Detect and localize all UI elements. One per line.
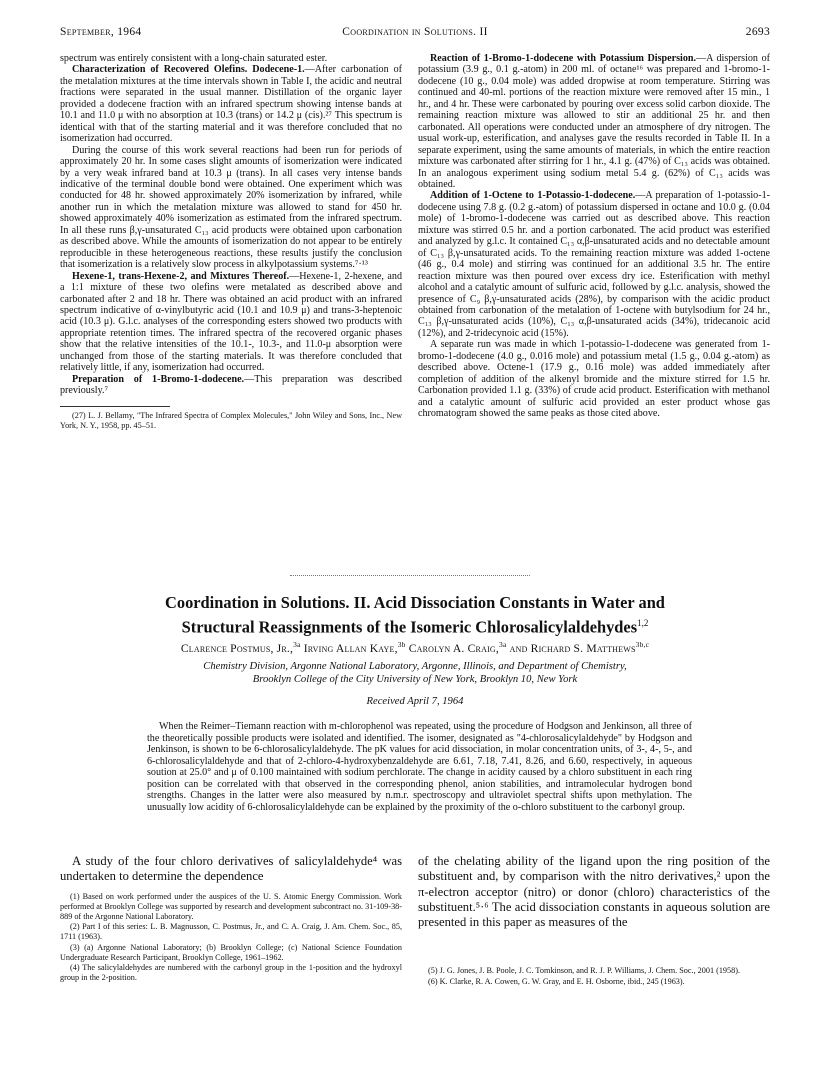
author-footnote-mark: 3a	[293, 640, 301, 649]
paragraph-text: —This preparation was described previously.⁷	[60, 373, 402, 397]
author: Clarence Postmus, Jr.,	[180, 641, 294, 655]
paragraph-text: —A dispersion of potassium (3.9 g., 0.1 g.-atom) in 200 ml. of octane¹⁶ was prepared and 1-bromo-1-dodecene (10 g., 0.04 mole) was added dropwise at room temperature. Stirring was continued and 40-ml. portions of the reaction mixture were removed after 15 min., 1 hr., and 4 hr. These were carbonated by pouring over excess solid carbon dioxide. The remaining reaction mixture was allowed to stir an additional 25 hr. and then carbonated. All operations were conducted under an atmosphere of dry nitrogen. The usual work-up, esterification, and analyses gave the results recorded in Table II. In a separate experiment, using the same amounts of materials, in which the entire reaction mixture was carbonated after stirring for 1 hr., 4.1 g. (47%) of C₁₃ acids was obtained. In an analogous experiment using sodium metal 5.4 g. (62%) of C₁₃ acids was obtained.	[418, 53, 770, 190]
paragraph: spectrum was entirely consistent with a long-chain saturated ester.	[60, 53, 328, 64]
author: and Richard S. Matthews	[509, 641, 636, 655]
footnote: (2) Part I of this series: L. B. Magnusson, C. Postmus, Jr., and C. A. Craig, J. Am. Chem. Soc., 85, 1711 (1963).	[60, 922, 402, 942]
title-footnote-mark: 1,2	[637, 618, 649, 628]
author: Carolyn A. Craig,	[408, 641, 500, 655]
body-left-column	[60, 854, 402, 983]
header-page-number: 2693	[745, 26, 770, 38]
paragraph-text: —Hexene-1, 2-hexene, and a 1:1 mixture of these two olefins were metalated as described above and carbonated after 2 and 18 hr. There was obtained an acid product with an infrared spectrum indicative of α-vinylbutyric acid (10.1 and 10.9 μ) and trans-3-heptenoic acid (10.3 μ). G.l.c. analyses of the corresponding esters showed two products with appropriate retention times. The infrared spectra of the recovered organic phases show that the relative intensities of the 10.1-, 10.3-, and 11.0-μ absorption were unchanged from those of the starting materials. It was therefore concluded that relatively little, if any, isomerization had occurred.	[60, 270, 402, 374]
affiliation-line-1: Chemistry Division, Argonne National Laboratory, Argonne, Illinois, and Department of Chemistry,	[203, 661, 627, 672]
article-title	[60, 592, 770, 637]
right-column-previous-article	[418, 53, 770, 420]
footnotes-right	[418, 966, 770, 986]
abstract	[147, 721, 692, 813]
footnote: (4) The salicylaldehydes are numbered with the carbonyl group in the 1-position and the hydroxyl group in the 2-position.	[60, 963, 402, 983]
section-heading: Reaction of 1-Bromo-1-dodecene with Potassium Dispersion.	[430, 53, 697, 64]
paragraph: A separate run was made in which 1-potassio-1-dodecene was generated from 1-bromo-1-dodecene (4.0 g., 0.016 mole) and potassium metal (1.5 g., 0.04 g.-atom) as described above. Octene-1 (17.9 g., 0.16 mole) was added immediately after completion of addition of the alkenyl bromide and the mixture stirred for 1.5 hr. Carbonation provided 1.1 g. (33%) of crude acid product. Esterification with methanol and a catalytic amount of sulfuric acid provided an ester product whose gas chromatogram showed the same peaks as those cited above.	[418, 339, 770, 420]
section-heading: Hexene-1, trans-Hexene-2, and Mixtures Thereof.	[72, 270, 290, 282]
title-line-2-text: Structural Reassignments of the Isomeric Chlorosalicylaldehydes	[181, 617, 638, 637]
footnote: (5) J. G. Jones, J. B. Poole, J. C. Tomkinson, and R. J. P. Williams, J. Chem. Soc., 2001 (1958).	[428, 966, 740, 976]
running-header	[60, 26, 770, 42]
footnote: (3) (a) Argonne National Laboratory; (b) Brooklyn College; (c) National Science Foundation Undergraduate Research Participant, Brooklyn College, 1961–1962.	[60, 942, 402, 962]
section-heading: Addition of 1-Octene to 1-Potassio-1-dodecene.	[430, 190, 636, 202]
footnote: (1) Based on work performed under the auspices of the U. S. Atomic Energy Commission. Work performed at Brooklyn College was supported by research and development subcontract no. 31-109-38-889 of the Argonne National Laboratory.	[60, 891, 402, 921]
section-heading: Preparation of 1-Bromo-1-dodecene.	[72, 373, 245, 385]
footnote: (6) K. Clarke, R. A. Cowen, G. W. Gray, and E. H. Osborne, ibid., 245 (1963).	[428, 976, 685, 986]
header-running-title: Coordination in Solutions. II	[342, 26, 488, 38]
footnote: (27) L. J. Bellamy, "The Infrared Spectra of Complex Molecules," John Wiley and Sons, Inc., New York, N. Y., 1958, pp. 45–51.	[60, 410, 402, 430]
paragraph-octene-addition	[418, 190, 770, 339]
section-heading: Characterization of Recovered Olefins. Dodecene-1.	[72, 64, 305, 76]
author-footnote-mark: 3b,c	[635, 640, 650, 649]
paragraph-olefins	[60, 64, 402, 144]
paragraph-text: —After carbonation of the metalation mixtures at the time intervals shown in Table I, the acidic and neutral fractions were separated in the usual manner. Distillation of the organic layer provided a dodecene fraction with an infrared spectrum showing intense bands at 10.1 and 11.0 μ with no absorption at 10.3 (trans) or 14.2 μ (cis).²⁷ This spectrum is identical with that of the starting material and it was therefore concluded that no isomerization had occurred.	[60, 64, 403, 145]
title-line-1: Coordination in Solutions. II. Acid Dissociation Constants in Water and	[165, 593, 665, 612]
paragraph-hexene	[60, 271, 402, 374]
affiliation	[60, 660, 770, 686]
footnote-rule	[60, 406, 170, 407]
affiliation-line-2: Brooklyn College of the City University of New York, Brooklyn 10, New York	[252, 674, 578, 685]
title-line-2	[60, 613, 770, 637]
body-right-column	[418, 854, 770, 987]
author-list	[60, 640, 770, 655]
body-paragraph: A study of the four chloro derivatives of salicylaldehyde⁴ was undertaken to determine the dependence	[60, 854, 402, 884]
abstract-text: When the Reimer–Tiemann reaction with m-chlorophenol was repeated, using the procedure of Hodgson and Jenkinson, all three of the theoretically possible products were isolated and identified. The isomer, designated as "4-chlorosalicylaldehyde" by Hodgson and Jenkinson, is shown to be 6-chlorosalicylaldehyde. The pK values for acid dissociation, in molar concentration units, of 3-, 4-, 5-, and 6-chlorosalicylaldehyde and that of 2-chloro-4-hydroxybenzaldehyde are 6.61, 7.18, 7.41, 8.26, and 6.60, respectively, in aqueous soution at 25.0° and μ of 0.100 maintained with sodium perchlorate. The change in acidity caused by a chloro substituent in each ring position can be correlated with that observed in the corresponding phenol, anion stabilities, and intramolecular hydrogen bond strengths. Changes in the latter were also measured by n.m.r. spectroscopy and ultraviolet spectral shifts upon methylation. The unusually low acidity of 6-chlorosalicylaldehyde can be explained by the proximity of the o-chloro substituent to the carbonyl group.	[147, 721, 692, 813]
paragraph-potassium-dispersion	[418, 53, 770, 190]
paragraph: During the course of this work several reactions had been run for periods of approximately 20 hr. In some cases slight amounts of isomerization were indicated by a very weak infrared band at 10.3 μ (trans). In all cases very intense bands indicative of the terminal double bond were obtained. One experiment which was conducted for 48 hr. showed approximately 20% isomerization by infrared, while another run in which the metalation mixture was allowed to stand for 450 hr. showed approximately 40% isomerization as estimated from the infrared spectrum. In all these runs β,γ-unsaturated C₁₃ acid products were obtained upon carbonation as described above. While the amounts of isomerization do not appear to be entirely reproducible in these heterogeneous reactions, these results justify the conclusion that isomerization is a relatively slow process in alkylpotassium systems.⁷·¹³	[60, 144, 402, 271]
author-footnote-mark: 3b	[397, 640, 406, 649]
body-paragraph: of the chelating ability of the ligand upon the ring position of the substituent and, by comparison with the nitro derivatives,² upon the π-electron acceptor (nitro) or donor (chloro) characteristics of the substituent.⁵·⁶ The acid dissociation constants in aqueous solution are presented in this paper as measures of the	[418, 854, 770, 930]
author-footnote-mark: 3a	[499, 640, 507, 649]
header-date: September, 1964	[60, 26, 142, 38]
footnotes-left	[60, 892, 402, 984]
article-separator	[290, 575, 530, 576]
author: Irving Allan Kaye,	[303, 641, 398, 655]
left-column-previous-article	[60, 53, 402, 431]
paragraph-text: —A preparation of 1-potassio-1-dodecene using 7.8 g. (0.2 g.-atom) of potassium dispersed in octane and 10.0 g. (0.04 mole) of 1-bromo-1-dodecene was carried out as described above. This reaction mixture was stirred 0.5 hr. and a portion carbonated. The acid product was esterified and analyzed by g.l.c. It contained C₁₃ α,β-unsaturated acids and no detectable amount of C₁₃ β,γ-unsaturated acids. To the remaining reaction mixture was added 1-octene (46 g., 0.4 mole) and stirring was continued for an additional 3.5 hr. The entire reaction mixture was then poured over excess dry ice. Esterification with methyl alcohol and a catalytic amount of sulfuric acid, followed by g.l.c. analysis, showed the presence of C₉ β,γ-unsaturated acids (28%), by comparison with the acidic product obtained from carbonation of the metalation of 1-octene with butylsodium for 24 hr., C₁₃ β,γ-unsaturated acids (10%), C₁₃ α,β-unsaturated acids (34%), tridecanoic acid (12%), and 2-tridecynoic acid (15%).	[418, 190, 770, 339]
received-date: Received April 7, 1964	[366, 696, 464, 707]
paragraph-bromododecene	[60, 374, 402, 397]
